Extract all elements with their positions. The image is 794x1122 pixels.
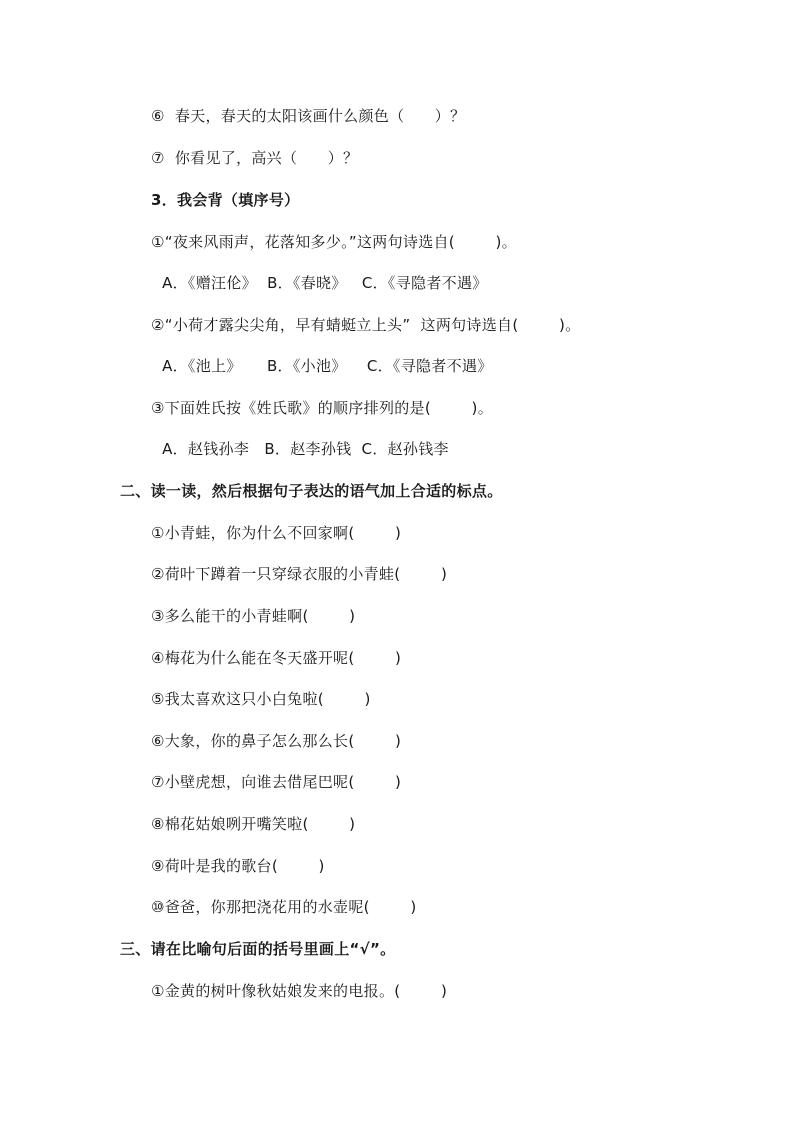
section3-heading: 三、请在比喻句后面的括号里画上“√”。 [120,940,396,958]
question-item-6: ⑥ 春天，春天的太阳该画什么颜色（ ）？ [151,107,466,125]
punctuation-item: ⑩爸爸，你那把浇花用的水壶呢( ) [151,898,417,916]
question3-heading: 3．我会背（填序号） [151,191,300,209]
question3-q2: ②“小荷才露尖尖角，早有蜻蜓立上头” 这两句诗选自( )。 [151,316,581,334]
question3-q1-options: A．《赠汪伦》 B．《春晓》 C．《寻隐者不遇》 [157,274,488,292]
section2-heading: 二、读一读，然后根据句子表达的语气加上合适的标点。 [120,482,503,500]
punctuation-item: ④梅花为什么能在冬天盛开呢( ) [151,649,402,667]
punctuation-item: ⑧棉花姑娘咧开嘴笑啦( ) [151,815,356,833]
punctuation-item: ②荷叶下蹲着一只穿绿衣服的小青蛙( ) [151,565,448,583]
punctuation-item: ⑨荷叶是我的歌台( ) [151,857,325,875]
question3-q1: ①“夜来风雨声，花落知多少。”这两句诗选自( )。 [151,233,517,251]
punctuation-item: ③多么能干的小青蛙啊( ) [151,607,356,625]
question-item-7: ⑦ 你看见了，高兴（ ）？ [151,149,359,167]
question3-q3-options: A．赵钱孙李 B．赵李孙钱 C．赵孙钱李 [157,440,449,458]
punctuation-item: ⑤我太喜欢这只小白兔啦( ) [151,690,371,708]
simile-item: ①金黄的树叶像秋姑娘发来的电报。( ) [151,982,448,1000]
question3-q2-options: A．《池上》 B．《小池》 C．《寻隐者不遇》 [157,357,493,375]
punctuation-item: ⑦小壁虎想，向谁去借尾巴呢( ) [151,773,402,791]
punctuation-item: ⑥大象，你的鼻子怎么那么长( ) [151,732,402,750]
question3-q3: ③下面姓氏按《姓氏歌》的顺序排列的是( )。 [151,399,493,417]
punctuation-item: ①小青蛙，你为什么不回家啊( ) [151,524,402,542]
